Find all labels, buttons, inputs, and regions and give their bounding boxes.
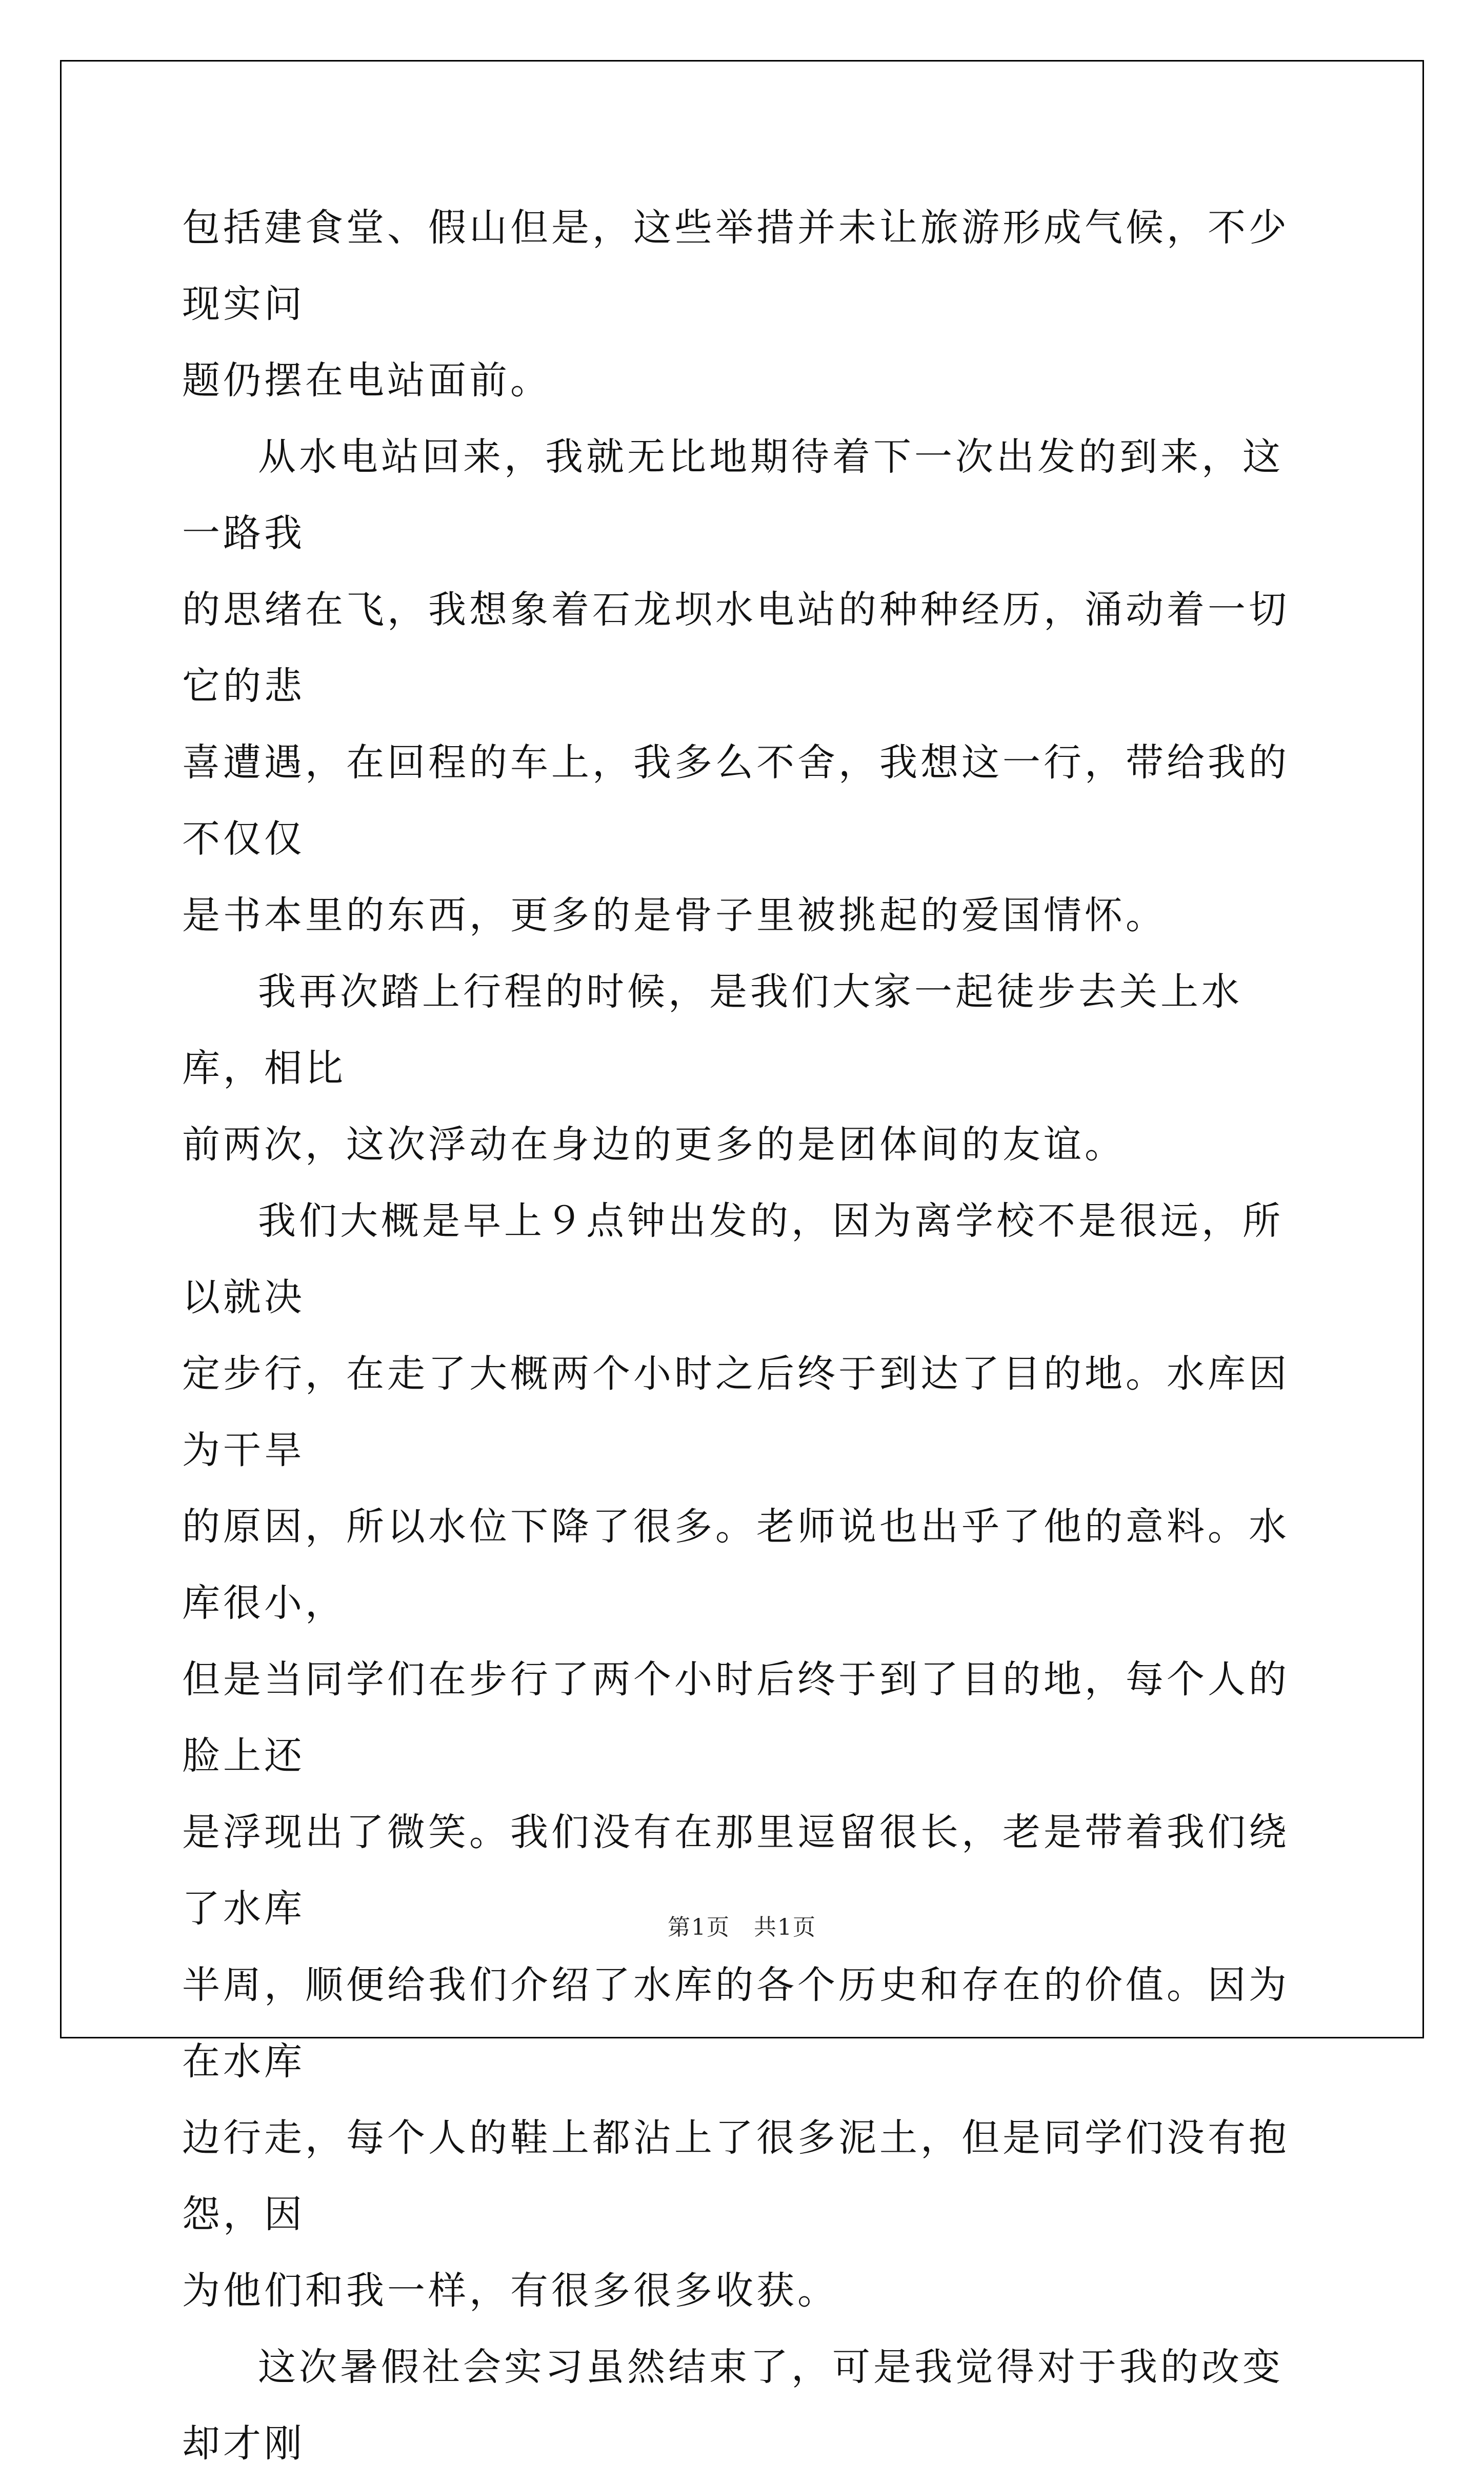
paragraph-4: 我们大概是早上９点钟出发的，因为离学校不是很远，所以就决 定步行，在走了大概两个小时之后终于到达了目的地。水库因为干旱 的原因，所以水位下降了很多。老师说也出乎了他的意料。水库很小， 但是当同学们在步行了两个小时后终于到了目的地，每个人的脸上还 是浮现出了微笑。我们没有在那里逗留很长，老是带着我们绕了水库 半周，顺便给我们介绍了水库的各个历史和存在的价值。因为在水库 边行走，每个人的鞋上都沾上了很多泥土，但是同学们没有抱怨，因 为他们和我一样，有很多很多收获。	[182, 1199, 1290, 2313]
paragraph-3: 我再次踏上行程的时候，是我们大家一起徒步去关上水库，相比 前两次，这次浮动在身边的更多的是团体间的友谊。	[182, 970, 1242, 1167]
document-body	[182, 190, 1310, 2482]
paragraph-5: 这次暑假社会实习虽然结束了，可是我觉得对于我的改变却才刚	[182, 2345, 1284, 2466]
paragraph-1: 包括建食堂、假山但是，这些举措并未让旅游形成气候，不少现实问 题仍摆在电站面前。	[182, 206, 1290, 403]
page-footer: 第1页 共1页	[668, 1914, 816, 1940]
paragraph-2: 从水电站回来，我就无比地期待着下一次出发的到来，这一路我 的思绪在飞，我想象着石龙坝水电站的种种经历，涌动着一切它的悲 喜遭遇，在回程的车上，我多么不舍，我想这一行，带给我的不仅仅 是书本里的东西，更多的是骨子里被挑起的爱国情怀。	[182, 435, 1290, 937]
